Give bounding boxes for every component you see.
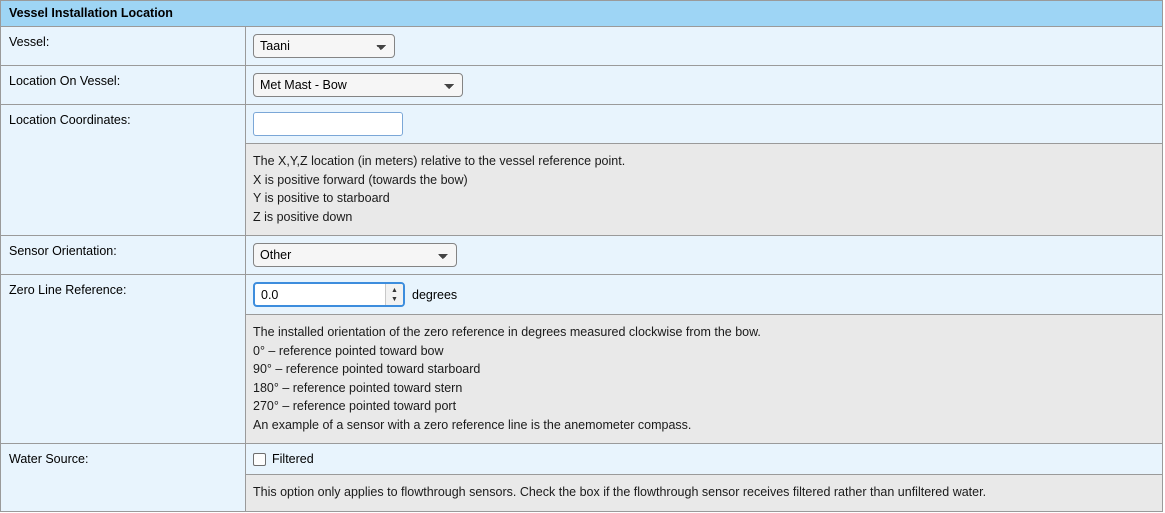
vessel-field-cell (246, 27, 1162, 65)
filtered-checkbox-label: Filtered (272, 452, 314, 466)
location-coordinates-input-cell (246, 105, 1162, 143)
chevron-up-icon[interactable]: ▲ (391, 286, 398, 294)
help-line: Z is positive down (253, 209, 353, 224)
location-on-vessel-label: Location On Vessel: (1, 66, 246, 104)
row-location-coordinates (1, 105, 1162, 236)
sensor-orientation-select[interactable] (253, 243, 457, 267)
water-source-checkbox-cell (246, 444, 1162, 474)
row-zero-line-reference (1, 275, 1162, 444)
zero-line-reference-input[interactable] (255, 284, 385, 305)
location-coordinates-label: Location Coordinates: (1, 105, 246, 235)
location-coordinates-field-group (246, 105, 1162, 235)
location-coordinates-input[interactable] (253, 112, 403, 136)
help-line: 90° – reference pointed toward starboard (253, 362, 481, 376)
water-source-label: Water Source: (1, 444, 246, 511)
vessel-label: Vessel: (1, 27, 246, 65)
zero-line-reference-field-group (246, 275, 1162, 443)
zero-line-reference-unit: degrees (412, 287, 458, 302)
filtered-checkbox[interactable] (253, 453, 266, 466)
water-source-help (246, 474, 1162, 511)
filtered-checkbox-row[interactable] (253, 452, 314, 466)
row-sensor-orientation (1, 236, 1162, 275)
row-vessel (1, 27, 1162, 66)
location-on-vessel-select[interactable] (253, 73, 463, 97)
water-source-field-group (246, 444, 1162, 511)
zero-line-reference-stepper[interactable] (253, 282, 405, 307)
sensor-orientation-label: Sensor Orientation: (1, 236, 246, 274)
vessel-select[interactable] (253, 34, 395, 58)
zero-line-reference-input-cell (246, 275, 1162, 314)
help-line: 180° – reference pointed toward stern (253, 380, 463, 395)
panel-title: Vessel Installation Location (1, 1, 1162, 27)
help-line: An example of a sensor with a zero reference line is the anemometer compass. (253, 417, 692, 432)
help-line: 0° – reference pointed toward bow (253, 343, 444, 358)
help-line: Y is positive to starboard (253, 191, 390, 205)
help-line: This option only applies to flowthrough sensors. Check the box if the flowthrough sensor receives filtered rather than unfiltered water. (253, 485, 987, 499)
help-line: X is positive forward (towards the bow) (253, 172, 468, 187)
row-location-on-vessel (1, 66, 1162, 105)
sensor-orientation-field-cell (246, 236, 1162, 274)
location-on-vessel-field-cell (246, 66, 1162, 104)
help-line: The installed orientation of the zero reference in degrees measured clockwise from the bow. (253, 325, 761, 339)
row-water-source (1, 444, 1162, 511)
help-line: The X,Y,Z location (in meters) relative to the vessel reference point. (253, 154, 626, 168)
zero-line-reference-help (246, 314, 1162, 443)
location-coordinates-help (246, 143, 1162, 235)
zero-line-reference-label: Zero Line Reference: (1, 275, 246, 443)
help-line: 270° – reference pointed toward port (253, 399, 457, 413)
stepper-buttons[interactable] (385, 284, 403, 305)
chevron-down-icon[interactable]: ▼ (391, 295, 398, 303)
